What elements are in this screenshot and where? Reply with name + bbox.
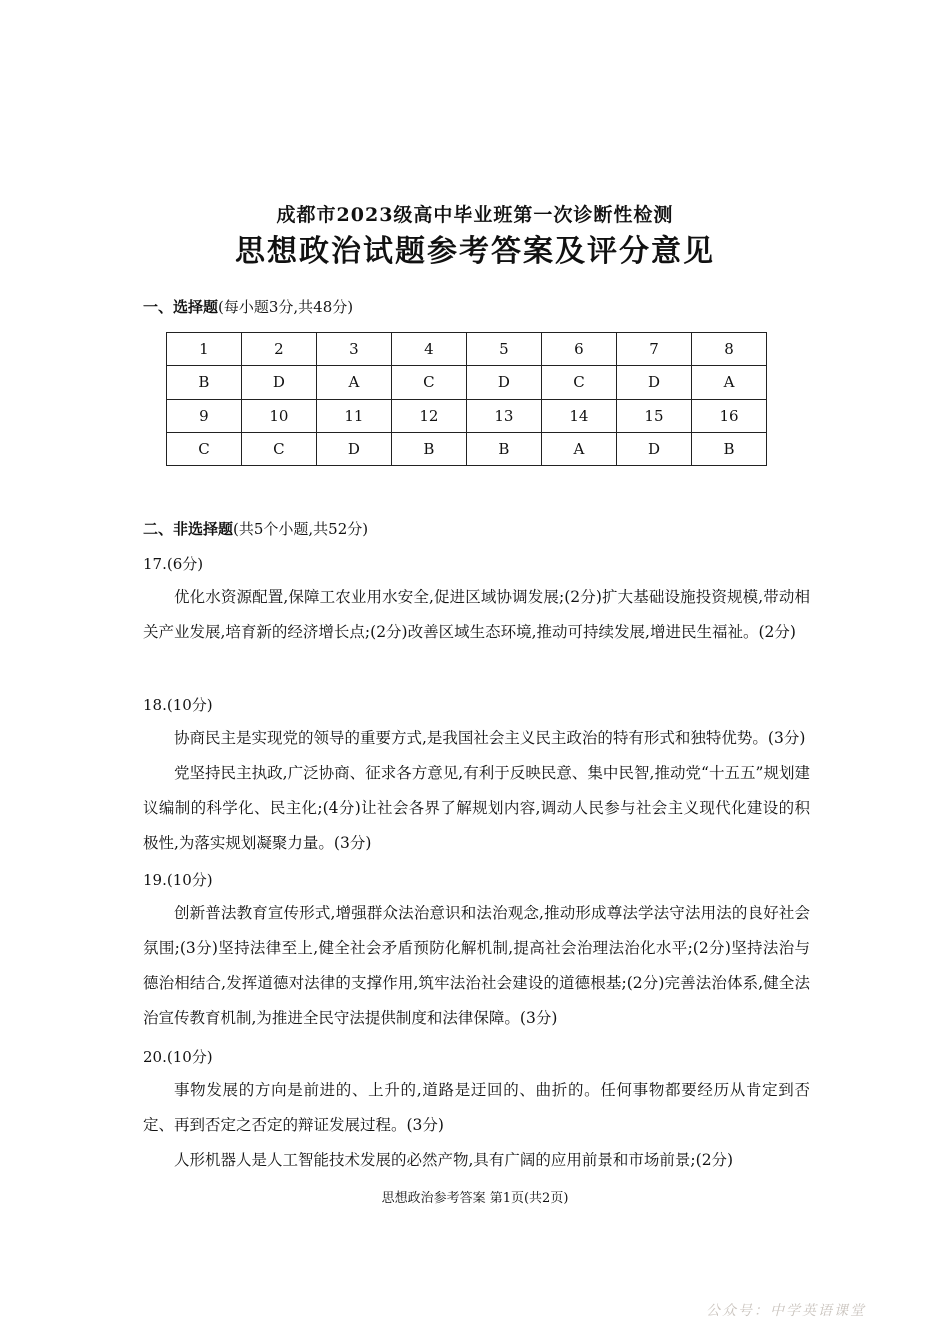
table-cell: A: [541, 432, 616, 465]
table-cell: C: [167, 432, 242, 465]
table-cell: A: [691, 366, 766, 399]
table-cell: C: [541, 366, 616, 399]
table-cell: 5: [466, 333, 541, 366]
question-number-row: [167, 399, 767, 432]
answer-row: [167, 432, 767, 465]
q20-answer-p2: 人形机器人是人工智能技术发展的必然产物,具有广阔的应用前景和市场前景;(2分): [174, 1151, 734, 1169]
table-cell: C: [241, 432, 316, 465]
table-cell: C: [391, 366, 466, 399]
table-cell: 3: [316, 333, 391, 366]
watermark: 公众号：中学英语课堂: [706, 1303, 866, 1319]
question-number-row: [167, 333, 767, 366]
table-cell: 6: [541, 333, 616, 366]
q17-number: 17.(6分): [143, 555, 204, 573]
table-cell: B: [167, 366, 242, 399]
table-cell: 2: [241, 333, 316, 366]
table-cell: 9: [167, 399, 242, 432]
table-cell: 11: [316, 399, 391, 432]
table-cell: 10: [241, 399, 316, 432]
table-cell: 12: [391, 399, 466, 432]
table-cell: B: [691, 432, 766, 465]
answer-table: [166, 332, 767, 466]
table-cell: 8: [691, 333, 766, 366]
table-cell: 7: [616, 333, 691, 366]
q20-number: 20.(10分): [143, 1048, 213, 1066]
table-cell: D: [616, 366, 691, 399]
section1-note: (每小题3分,共48分): [218, 298, 354, 316]
table-cell: 16: [691, 399, 766, 432]
table-cell: 14: [541, 399, 616, 432]
q18-answer-p1: 协商民主是实现党的领导的重要方式,是我国社会主义民主政治的特有形式和独特优势。(3分): [174, 729, 806, 747]
table-cell: D: [316, 432, 391, 465]
section2-heading: [143, 518, 368, 539]
q20-answer-p1: 事物发展的方向是前进的、上升的,道路是迂回的、曲折的。任何事物都要经历从肯定到否定、再到否定之否定的辩证发展过程。(3分): [143, 1081, 810, 1134]
q17-answer: 优化水资源配置,保障工农业用水安全,促进区域协调发展;(2分)扩大基础设施投资规模,带动相关产业发展,培育新的经济增长点;(2分)改善区域生态环境,推动可持续发展,增进民生福祉。(2分): [143, 588, 810, 641]
table-cell: 15: [616, 399, 691, 432]
page-footer: 思想政治参考答案 第1页(共2页): [381, 1191, 569, 1206]
table-cell: A: [316, 366, 391, 399]
document-title: 思想政治试题参考答案及评分意见: [235, 234, 715, 269]
section2-note: (共5个小题,共52分): [233, 520, 369, 538]
q19-number: 19.(10分): [143, 871, 213, 889]
table-cell: B: [391, 432, 466, 465]
table-cell: 1: [167, 333, 242, 366]
table-cell: 4: [391, 333, 466, 366]
q18-number: 18.(10分): [143, 696, 213, 714]
table-cell: 13: [466, 399, 541, 432]
answer-row: [167, 366, 767, 399]
table-cell: D: [616, 432, 691, 465]
table-cell: B: [466, 432, 541, 465]
table-cell: D: [466, 366, 541, 399]
q18-answer-p2: 党坚持民主执政,广泛协商、征求各方意见,有利于反映民意、集中民智,推动党“十五五”规划建议编制的科学化、民主化;(4分)让社会各界了解规划内容,调动人民参与社会主义现代化建设的积极性,为落实规划凝聚力量。(3分): [143, 764, 810, 852]
section2-label: 二、非选择题: [143, 520, 234, 538]
q19-answer: 创新普法教育宣传形式,增强群众法治意识和法治观念,推动形成尊法学法守法用法的良好社会氛围;(3分)坚持法律至上,健全社会矛盾预防化解机制,提高社会治理法治化水平;(2分)坚持法治与德治相结合,发挥道德对法律的支撑作用,筑牢法治社会建设的道德根基;(2分)完善法治体系,健全法治宣传教育机制,为推进全民守法提供制度和法律保障。(3分): [143, 904, 810, 1027]
exam-title: 成都市2023级高中毕业班第一次诊断性检测: [276, 204, 674, 226]
table-cell: D: [241, 366, 316, 399]
section1-label: 一、选择题: [143, 298, 219, 316]
section1-heading: [143, 296, 353, 317]
